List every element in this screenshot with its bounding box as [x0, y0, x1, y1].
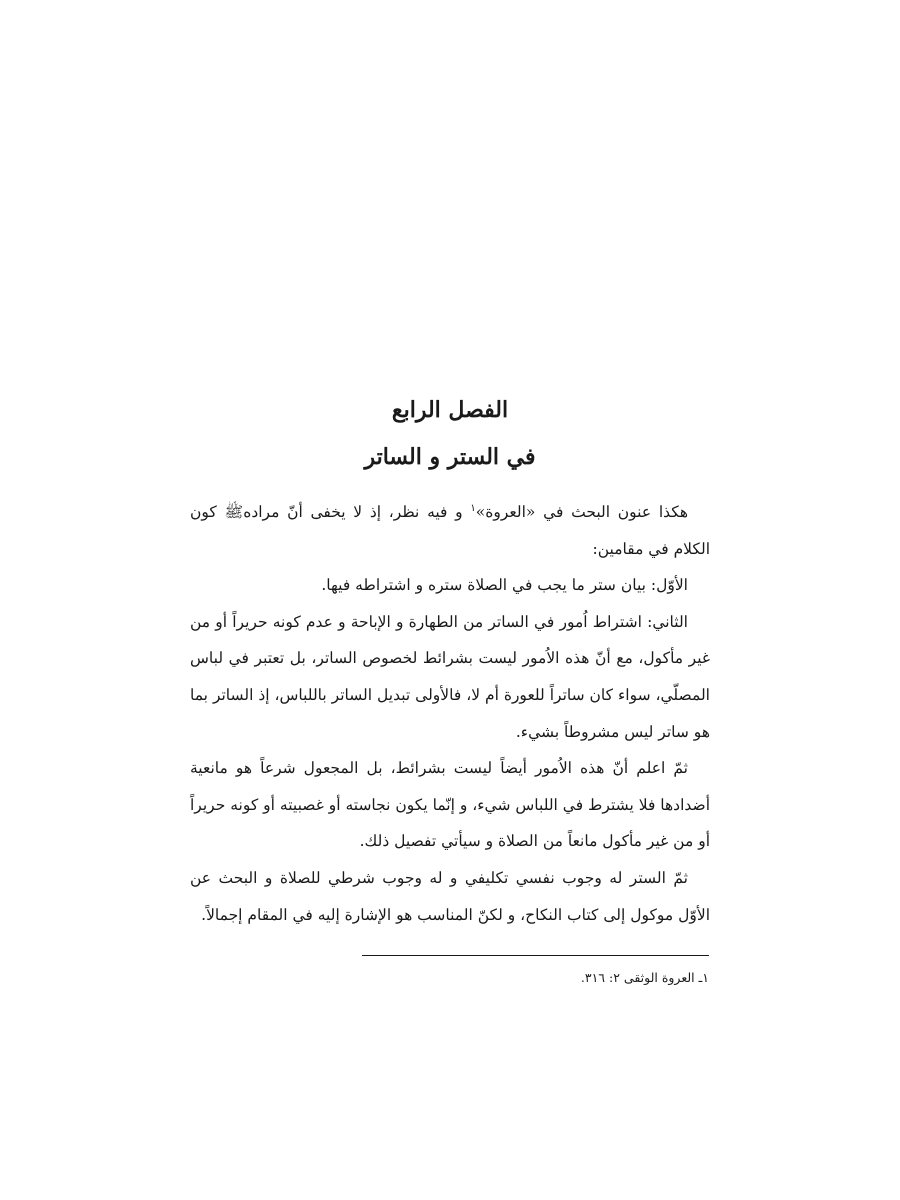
paragraph-note: ثمّ اعلم أنّ هذه الاُمور أيضاً ليست بشرائط، بل المجعول شرعاً هو مانعية أضدادها فلا يشترط في اللباس شيء، و إنّما يكون نجاسته أو غصبيته أو كونه حريراً أو من غير مأكول مانعاً من الصلاة و سيأتي تفصيل ذلك. — [190, 759, 710, 851]
paragraph-second-aspect: الثاني: اشتراط اُمور في الساتر من الطهارة و الإباحة و عدم كونه حريراً أو من غير مأكول، مع أنّ هذه الاُمور ليست بشرائط لخصوص الساتر، بل تعتبر في لباس المصلّي، سواء كان ساتراً للعورة أم لا، فالأولى تبديل الساتر باللباس، إذ الساتر بما هو ساتر ليس مشروطاً بشيء. — [190, 612, 710, 741]
footnote-divider — [362, 955, 709, 956]
paragraph-intro-text-start: هكذا عنون البحث في «العروة» — [475, 503, 689, 521]
body-text — [190, 494, 710, 933]
paragraph-first-aspect: الأوّل: بيان ستر ما يجب في الصلاة ستره و اشتراطه فيها. — [321, 576, 688, 595]
paragraph-intro — [190, 494, 710, 567]
paragraph-conclusion: ثمّ الستر له وجوب نفسي تكليفي و له وجوب شرطي للصلاة و البحث عن الأوّل موكول إلى كتاب النكاح، و لكنّ المناسب هو الإشارة إليه في المقام إجمالاً. — [190, 868, 710, 924]
footnote-marker[interactable]: ١ — [470, 502, 476, 514]
footnote: ١ـ العروة الوثقى ٢: ٣١٦. — [580, 970, 709, 985]
chapter-subtitle: في الستر و الساتر — [364, 444, 536, 470]
chapter-title: الفصل الرابع — [391, 397, 509, 423]
paragraph-intro-text-end: و فيه نظر، إذ لا يخفى أنّ مرادهﷺ كون الكلام في مقامين: — [190, 503, 710, 558]
